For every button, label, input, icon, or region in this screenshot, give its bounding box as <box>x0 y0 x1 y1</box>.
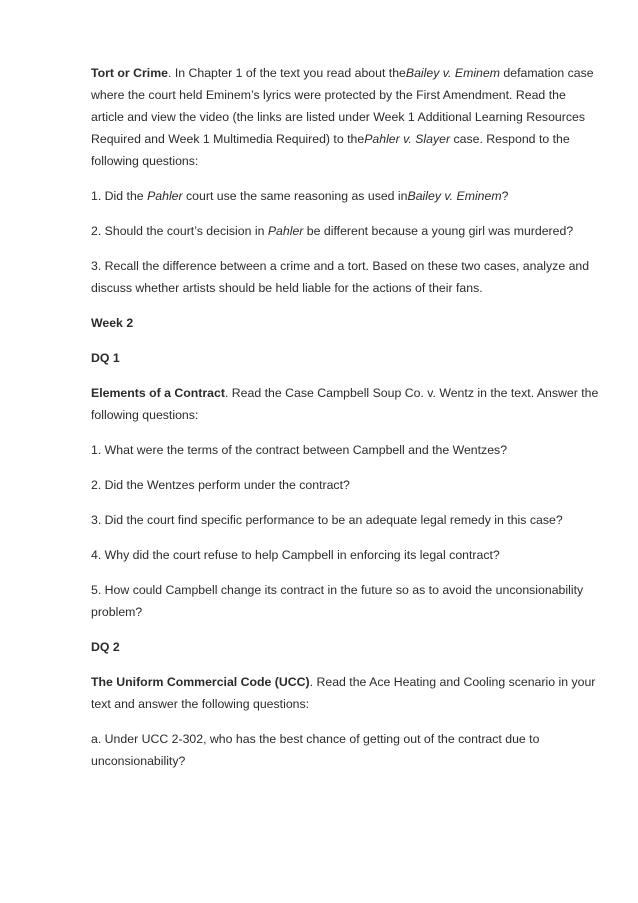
dq1-question: 2. Did the Wentzes perform under the contract? <box>91 478 350 492</box>
dq1-intro: Elements of a Contract. Read the Case Campbell Soup Co. v. Wentz in the text. Answer the following questions: <box>91 386 599 422</box>
dq2-intro: The Uniform Commercial Code (UCC). Read the Ace Heating and Cooling scenario in your text and answer the following questions: <box>91 675 596 711</box>
case-name: Pahler v. Slayer <box>364 132 451 146</box>
section-title: Tort or Crime <box>91 66 168 80</box>
case-name: Pahler <box>267 224 304 238</box>
dq1-question: 1. What were the terms of the contract between Campbell and the Wentzes? <box>91 443 508 457</box>
dq1-question: 4. Why did the court refuse to help Campbell in enforcing its legal contract? <box>91 548 500 562</box>
dq1-heading: DQ 1 <box>91 351 120 365</box>
dq1-question: 5. How could Campbell change its contract in the future so as to avoid the unconsionability problem? <box>91 583 584 619</box>
dq2-question: a. Under UCC 2-302, who has the best chance of getting out of the contract due to unconsionability? <box>91 732 540 768</box>
question-2: 2. Should the court’s decision in Pahler be different because a young girl was murdered? <box>91 224 574 238</box>
section-title: Elements of a Contract <box>91 386 225 400</box>
question-1: 1. Did the Pahler court use the same reasoning as used inBailey v. Eminem? <box>91 189 509 203</box>
section-title: The Uniform Commercial Code (UCC) <box>91 675 310 689</box>
case-name: Bailey v. Eminem <box>407 189 502 203</box>
question-3: 3. Recall the difference between a crime and a tort. Based on these two cases, analyze and discuss whether artists should be held liable for the actions of their fans. <box>91 259 590 295</box>
intro-paragraph: Tort or Crime. In Chapter 1 of the text you read about theBailey v. Eminem defamation case where the court held Eminem’s lyrics were protected by the First Amendment. Read the article and view the video (the links are listed under Week 1 Additional Learning Resources Required and Week 1 Multimedia Required) to thePahler v. Slayer case. Respond to the following questions: <box>91 66 594 168</box>
document-page <box>91 62 601 785</box>
dq1-question: 3. Did the court find specific performance to be an adequate legal remedy in this case? <box>91 513 563 527</box>
dq2-heading: DQ 2 <box>91 640 120 654</box>
case-name: Bailey v. Eminem <box>405 66 500 80</box>
week-heading: Week 2 <box>91 316 134 330</box>
case-name: Pahler <box>147 189 183 203</box>
